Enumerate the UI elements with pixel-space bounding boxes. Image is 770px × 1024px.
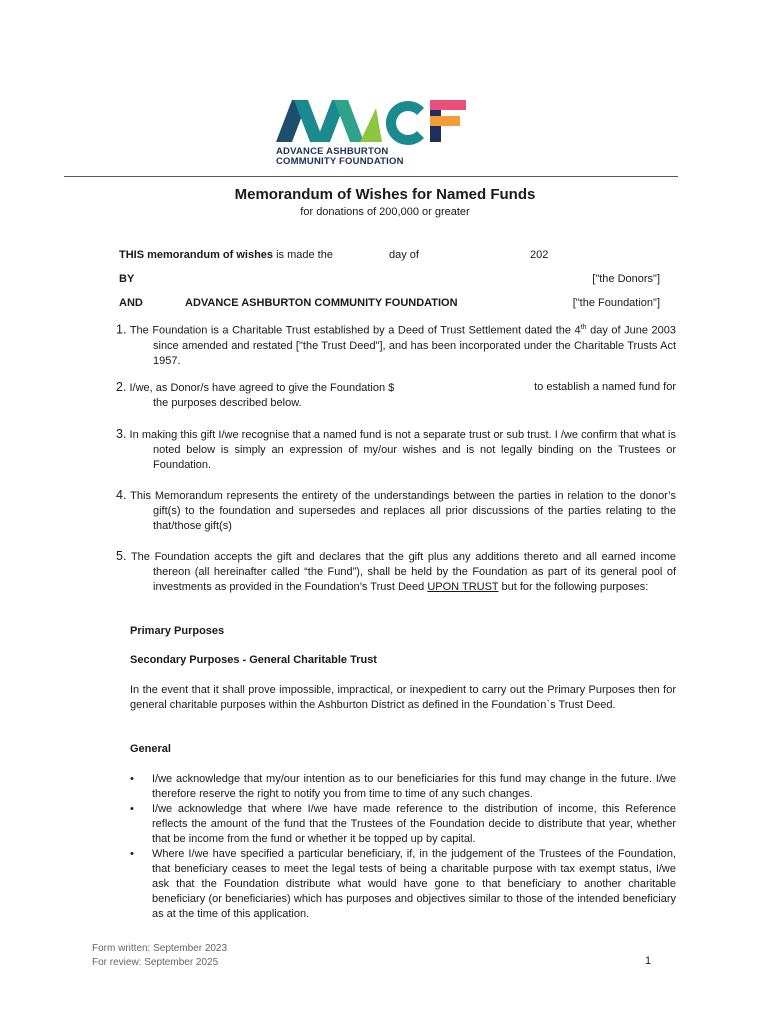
memo-intro bbox=[119, 248, 333, 263]
bullet-item bbox=[130, 847, 676, 922]
logo-letter-f-mid bbox=[430, 116, 460, 126]
memo-year: 202 bbox=[530, 249, 549, 261]
clause-1-text-b: day of June 2003 since amended and restated ["the Trust Deed"], and has been incorporated under the Charitable Trusts Act 1957. bbox=[153, 324, 677, 367]
logo-letter-c bbox=[386, 101, 424, 145]
clause-3-number: 3. bbox=[116, 427, 127, 441]
primary-purposes-heading: Primary Purposes bbox=[130, 625, 225, 637]
bullet-dot: • bbox=[130, 803, 134, 815]
bullet-text: I/we acknowledge that my/our intention as to our beneficiaries for this fund may change in the future. I/we therefore reserve the right to notify you from time to time of any such changes. bbox=[152, 773, 676, 800]
clause-5-text-b: but for the following purposes: bbox=[498, 581, 649, 593]
clause-2-text-b-start: to establish a named fund for bbox=[534, 381, 676, 393]
clause-2-number: 2. bbox=[116, 380, 127, 394]
clause-2 bbox=[116, 380, 676, 411]
clause-4 bbox=[116, 488, 676, 534]
bullet-text: Where I/we have specified a particular beneficiary, if, in the judgement of the Trustees of the Foundation, that beneficiary ceases to meet the legal tests of being a charitable purpose with tax exempt status, I/we ask that the Foundation distribute what would have gone to that beneficiary to another charitable beneficiary (or beneficiaries) which has purposes and objectives similar to those of the intended beneficiary as at the time of this application. bbox=[152, 848, 676, 920]
logo-green-accent bbox=[360, 108, 382, 142]
clause-4-number: 4. bbox=[116, 488, 127, 502]
clause-1-text-a: The Foundation is a Charitable Trust established by a Deed of Trust Settlement dated the 4 bbox=[129, 324, 581, 337]
donors-role: ["the Donors"] bbox=[592, 273, 660, 285]
clause-1 bbox=[116, 320, 676, 369]
by-label: BY bbox=[119, 273, 135, 285]
general-bullets bbox=[130, 772, 676, 922]
clause-1-sup: th bbox=[580, 324, 587, 331]
clause-4-text: This Memorandum represents the entirety of the understandings between the parties in relation to the donor’s gift(s) to the foundation and supersedes and replaces all prior discussions of the parties relating to the that/those gift(s) bbox=[130, 490, 676, 532]
bullet-dot: • bbox=[130, 773, 134, 785]
clause-3 bbox=[116, 427, 676, 473]
general-heading: General bbox=[130, 743, 171, 755]
clause-5-text-a: The Foundation accepts the gift and declares that the gift plus any additions thereto and all earned income thereon (all hereinafter called “the Fund”), shall be held by the Foundation as part of its general pool of investments as provided in the Foundation’s Trust Deed bbox=[130, 551, 676, 593]
logo-letter-f-top bbox=[430, 100, 466, 110]
bullet-item bbox=[130, 772, 676, 802]
clause-1-number: 1. bbox=[116, 322, 127, 337]
foundation-name: ADVANCE ASHBURTON COMMUNITY FOUNDATION bbox=[185, 297, 458, 309]
clause-2-line-2: the purposes described below. bbox=[153, 397, 302, 409]
memo-day-of: day of bbox=[389, 249, 419, 261]
clause-5-upon-trust: UPON TRUST bbox=[427, 581, 499, 593]
clause-3-text: In making this gift I/we recognise that a named fund is not a separate trust or sub trust. I /we confirm that what is noted below is simply an expression of my/our wishes and is not legally binding on the Trustees or Foundation. bbox=[129, 429, 676, 471]
foundation-role: ["the Foundation"] bbox=[572, 297, 660, 309]
footer-review: For review: September 2025 bbox=[92, 957, 219, 968]
document-title: Memorandum of Wishes for Named Funds bbox=[234, 186, 536, 203]
header-divider bbox=[64, 176, 678, 177]
logo-line-2: COMMUNITY FOUNDATION bbox=[276, 156, 404, 167]
and-label: AND bbox=[119, 297, 143, 309]
logo-letter-a2-right bbox=[334, 100, 364, 142]
bullet-item bbox=[130, 802, 676, 847]
secondary-purposes-text: In the event that it shall prove impossible, impractical, or inexpedient to carry out the Primary Purposes then for general charitable purposes within the Ashburton District as defined in the Foundation`s Trust Deed. bbox=[130, 684, 676, 711]
document-subtitle: for donations of 200,000 or greater bbox=[300, 206, 470, 218]
page-number: 1 bbox=[645, 955, 652, 967]
clause-5 bbox=[116, 549, 676, 595]
logo-line-1: ADVANCE ASHBURTON bbox=[276, 146, 389, 157]
bullet-dot: • bbox=[130, 848, 134, 860]
bullet-text: I/we acknowledge that where I/we have made reference to the distribution of income, this Reference reflects the amount of the fund that the Trustees of the Foundation decide to distribute that year, whether that be income from the fund or whether it be topped up by capital. bbox=[152, 803, 676, 845]
clause-5-number: 5. bbox=[116, 549, 127, 563]
memo-intro-bold: THIS memorandum of wishes bbox=[119, 249, 274, 261]
secondary-purposes-heading: Secondary Purposes - General Charitable Trust bbox=[130, 654, 377, 666]
footer-written: Form written: September 2023 bbox=[92, 943, 228, 954]
clause-2-text-a: I/we, as Donor/s have agreed to give the Foundation $ bbox=[129, 382, 395, 394]
memo-intro-rest: is made the bbox=[273, 249, 333, 261]
